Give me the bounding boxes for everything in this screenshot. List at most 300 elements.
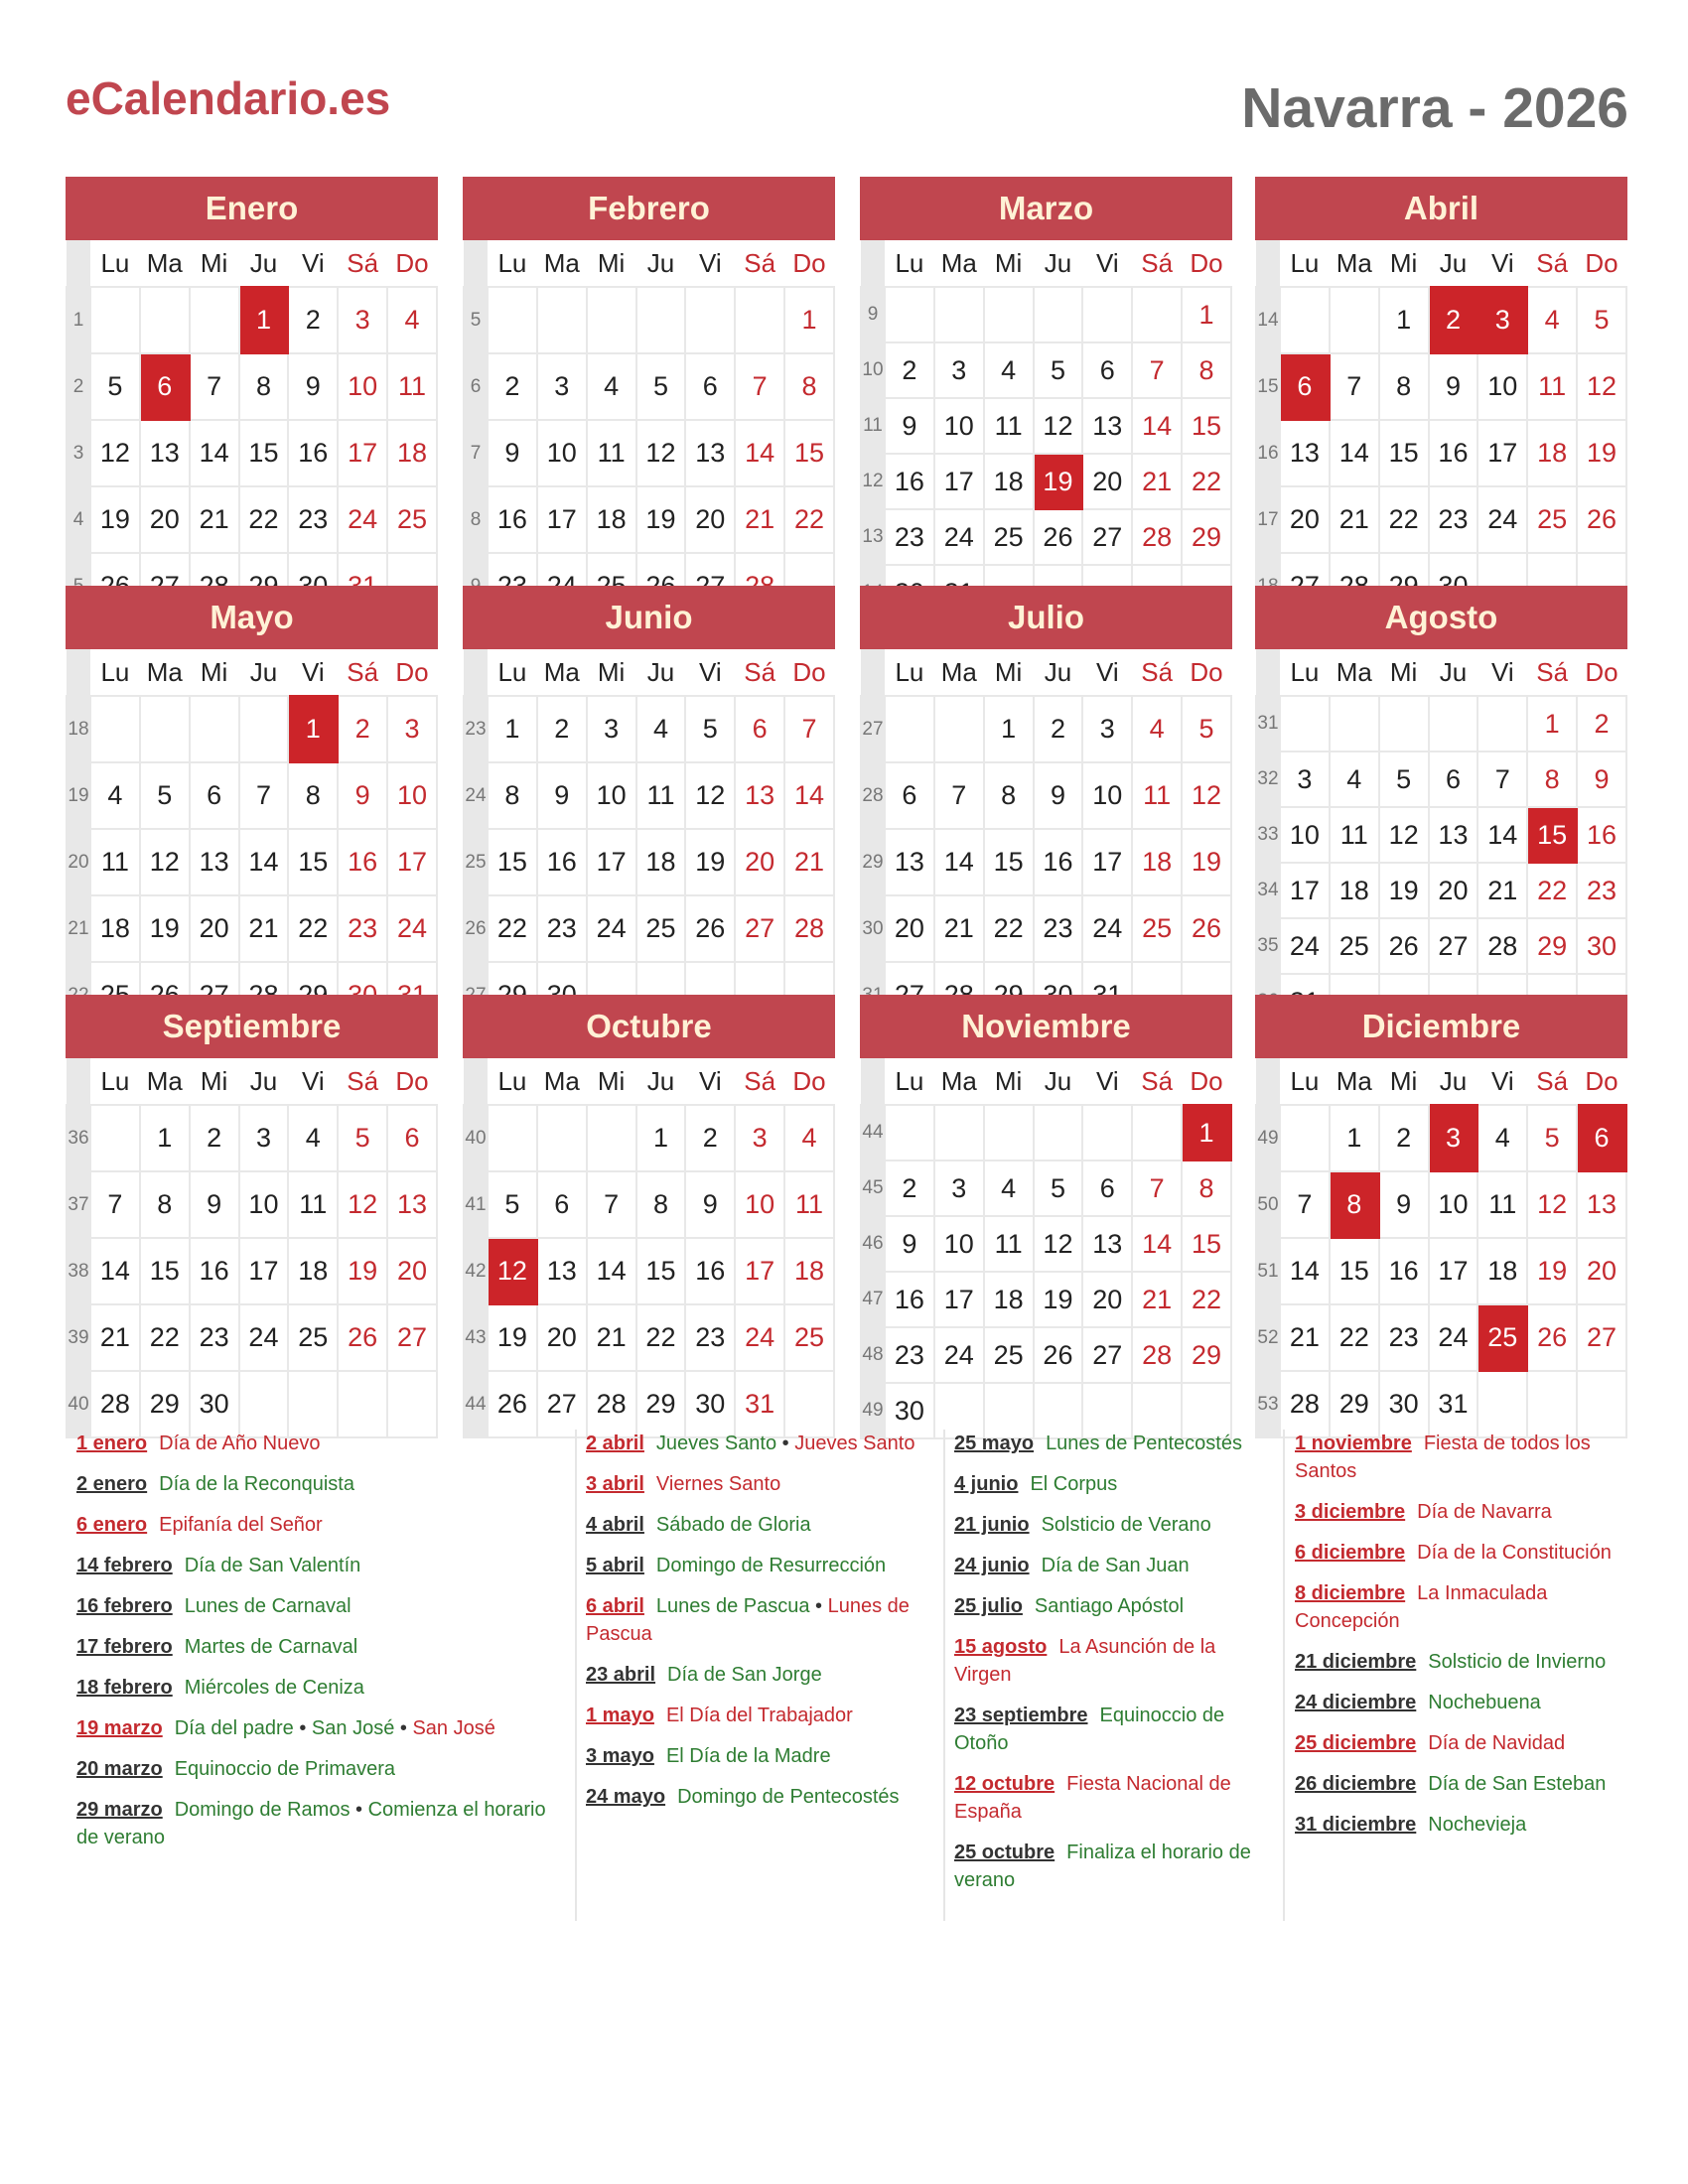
day-cell[interactable]: 23 xyxy=(885,1327,934,1383)
day-cell[interactable]: 7 xyxy=(239,762,289,829)
day-cell[interactable]: 10 xyxy=(1082,762,1132,829)
day-cell[interactable]: 26 xyxy=(338,1304,387,1371)
day-cell[interactable]: 2 xyxy=(1577,696,1626,751)
day-cell[interactable]: 19 xyxy=(1577,420,1626,486)
holiday-date-link[interactable]: 23 septiembre xyxy=(954,1705,1088,1726)
day-cell[interactable]: 16 xyxy=(685,1238,735,1304)
day-cell[interactable]: 15 xyxy=(288,829,338,895)
day-cell[interactable]: 23 xyxy=(190,1304,239,1371)
day-cell[interactable]: 21 xyxy=(190,486,239,553)
day-cell[interactable]: 28 xyxy=(1132,1327,1182,1383)
day-cell[interactable]: 15 xyxy=(488,829,537,895)
day-cell[interactable]: 7 xyxy=(90,1171,140,1238)
day-cell[interactable]: 26 xyxy=(1182,895,1231,962)
day-cell[interactable]: 29 xyxy=(636,1371,686,1437)
day-cell[interactable]: 12 xyxy=(1034,398,1083,454)
holiday-date-link[interactable]: 5 abril xyxy=(586,1555,644,1576)
day-cell[interactable]: 3 xyxy=(934,342,984,398)
day-cell[interactable]: 21 xyxy=(784,829,834,895)
day-cell[interactable]: 18 xyxy=(784,1238,834,1304)
day-cell[interactable]: 4 xyxy=(984,1160,1034,1216)
day-cell[interactable]: 6 xyxy=(685,353,735,420)
holiday-date-link[interactable]: 19 marzo xyxy=(76,1717,163,1739)
holiday-date-link[interactable]: 4 junio xyxy=(954,1473,1019,1495)
day-cell[interactable]: 24 xyxy=(239,1304,289,1371)
day-cell[interactable]: 18 xyxy=(984,1272,1034,1327)
holiday-date-link[interactable]: 25 octubre xyxy=(954,1842,1055,1863)
day-cell[interactable]: 16 xyxy=(537,829,587,895)
day-cell[interactable]: 13 xyxy=(885,829,934,895)
day-cell[interactable]: 26 xyxy=(685,895,735,962)
day-cell[interactable]: 9 xyxy=(1577,751,1626,807)
day-cell[interactable]: 18 xyxy=(288,1238,338,1304)
holiday-day-cell[interactable]: 12 xyxy=(488,1238,537,1304)
holiday-date-link[interactable]: 1 mayo xyxy=(586,1705,654,1726)
day-cell[interactable]: 14 xyxy=(587,1238,636,1304)
day-cell[interactable]: 5 xyxy=(140,762,190,829)
day-cell[interactable]: 2 xyxy=(537,696,587,762)
day-cell[interactable]: 15 xyxy=(1182,1216,1231,1272)
day-cell[interactable]: 5 xyxy=(338,1105,387,1171)
day-cell[interactable]: 14 xyxy=(1132,398,1182,454)
holiday-day-cell[interactable]: 1 xyxy=(1182,1105,1231,1160)
day-cell[interactable]: 12 xyxy=(1034,1216,1083,1272)
holiday-date-link[interactable]: 29 marzo xyxy=(76,1799,163,1821)
day-cell[interactable]: 26 xyxy=(1034,509,1083,565)
day-cell[interactable]: 25 xyxy=(1527,486,1577,553)
day-cell[interactable]: 19 xyxy=(685,829,735,895)
day-cell[interactable]: 20 xyxy=(1280,486,1330,553)
day-cell[interactable]: 21 xyxy=(735,486,784,553)
day-cell[interactable]: 1 xyxy=(140,1105,190,1171)
day-cell[interactable]: 28 xyxy=(1280,1371,1330,1437)
day-cell[interactable]: 11 xyxy=(784,1171,834,1238)
day-cell[interactable]: 18 xyxy=(587,486,636,553)
day-cell[interactable]: 4 xyxy=(636,696,686,762)
day-cell[interactable]: 1 xyxy=(1379,287,1429,353)
day-cell[interactable]: 4 xyxy=(1330,751,1379,807)
day-cell[interactable]: 7 xyxy=(190,353,239,420)
day-cell[interactable]: 23 xyxy=(537,895,587,962)
day-cell[interactable]: 2 xyxy=(190,1105,239,1171)
day-cell[interactable]: 10 xyxy=(1477,353,1527,420)
day-cell[interactable]: 20 xyxy=(190,895,239,962)
day-cell[interactable]: 20 xyxy=(685,486,735,553)
day-cell[interactable]: 25 xyxy=(984,509,1034,565)
day-cell[interactable]: 10 xyxy=(1280,807,1330,863)
holiday-day-cell[interactable]: 25 xyxy=(1477,1304,1527,1371)
day-cell[interactable]: 3 xyxy=(735,1105,784,1171)
day-cell[interactable]: 16 xyxy=(1429,420,1478,486)
day-cell[interactable]: 27 xyxy=(1429,918,1478,974)
day-cell[interactable]: 8 xyxy=(1182,342,1231,398)
day-cell[interactable]: 28 xyxy=(784,895,834,962)
day-cell[interactable]: 18 xyxy=(1477,1238,1527,1304)
day-cell[interactable]: 30 xyxy=(685,1371,735,1437)
day-cell[interactable]: 23 xyxy=(1034,895,1083,962)
day-cell[interactable]: 21 xyxy=(1477,863,1527,918)
day-cell[interactable]: 4 xyxy=(288,1105,338,1171)
day-cell[interactable]: 1 xyxy=(636,1105,686,1171)
day-cell[interactable]: 13 xyxy=(387,1171,437,1238)
day-cell[interactable]: 21 xyxy=(1330,486,1379,553)
day-cell[interactable]: 3 xyxy=(338,287,387,353)
day-cell[interactable]: 9 xyxy=(190,1171,239,1238)
day-cell[interactable]: 27 xyxy=(1577,1304,1626,1371)
day-cell[interactable]: 15 xyxy=(1182,398,1231,454)
day-cell[interactable]: 11 xyxy=(90,829,140,895)
day-cell[interactable]: 6 xyxy=(190,762,239,829)
day-cell[interactable]: 11 xyxy=(984,1216,1034,1272)
day-cell[interactable]: 18 xyxy=(1527,420,1577,486)
day-cell[interactable]: 10 xyxy=(934,1216,984,1272)
holiday-date-link[interactable]: 25 julio xyxy=(954,1595,1023,1617)
holiday-day-cell[interactable]: 2 xyxy=(1429,287,1478,353)
day-cell[interactable]: 29 xyxy=(1182,1327,1231,1383)
day-cell[interactable]: 4 xyxy=(1477,1105,1527,1171)
day-cell[interactable]: 16 xyxy=(1577,807,1626,863)
day-cell[interactable]: 28 xyxy=(1132,509,1182,565)
holiday-date-link[interactable]: 23 abril xyxy=(586,1664,656,1686)
day-cell[interactable]: 22 xyxy=(1330,1304,1379,1371)
holiday-day-cell[interactable]: 6 xyxy=(140,353,190,420)
day-cell[interactable]: 14 xyxy=(1132,1216,1182,1272)
holiday-day-cell[interactable]: 1 xyxy=(288,696,338,762)
day-cell[interactable]: 16 xyxy=(885,1272,934,1327)
day-cell[interactable]: 23 xyxy=(288,486,338,553)
day-cell[interactable]: 7 xyxy=(784,696,834,762)
day-cell[interactable]: 22 xyxy=(1379,486,1429,553)
day-cell[interactable]: 9 xyxy=(537,762,587,829)
day-cell[interactable]: 29 xyxy=(140,1371,190,1437)
day-cell[interactable]: 25 xyxy=(636,895,686,962)
holiday-day-cell[interactable]: 1 xyxy=(239,287,289,353)
holiday-date-link[interactable]: 4 abril xyxy=(586,1514,644,1536)
day-cell[interactable]: 4 xyxy=(1527,287,1577,353)
holiday-date-link[interactable]: 31 diciembre xyxy=(1295,1814,1417,1836)
day-cell[interactable]: 22 xyxy=(288,895,338,962)
day-cell[interactable]: 19 xyxy=(90,486,140,553)
day-cell[interactable]: 20 xyxy=(885,895,934,962)
day-cell[interactable]: 28 xyxy=(587,1371,636,1437)
day-cell[interactable]: 21 xyxy=(239,895,289,962)
day-cell[interactable]: 11 xyxy=(587,420,636,486)
day-cell[interactable]: 15 xyxy=(984,829,1034,895)
day-cell[interactable]: 7 xyxy=(1330,353,1379,420)
day-cell[interactable]: 24 xyxy=(735,1304,784,1371)
day-cell[interactable]: 12 xyxy=(140,829,190,895)
day-cell[interactable]: 22 xyxy=(636,1304,686,1371)
day-cell[interactable]: 5 xyxy=(1034,1160,1083,1216)
day-cell[interactable]: 6 xyxy=(1082,1160,1132,1216)
day-cell[interactable]: 13 xyxy=(1429,807,1478,863)
day-cell[interactable]: 7 xyxy=(1132,342,1182,398)
day-cell[interactable]: 16 xyxy=(1034,829,1083,895)
day-cell[interactable]: 27 xyxy=(1082,1327,1132,1383)
day-cell[interactable]: 15 xyxy=(239,420,289,486)
day-cell[interactable]: 2 xyxy=(885,342,934,398)
day-cell[interactable]: 5 xyxy=(1379,751,1429,807)
day-cell[interactable]: 16 xyxy=(338,829,387,895)
day-cell[interactable]: 24 xyxy=(1477,486,1527,553)
day-cell[interactable]: 2 xyxy=(288,287,338,353)
day-cell[interactable]: 23 xyxy=(885,509,934,565)
day-cell[interactable]: 9 xyxy=(288,353,338,420)
holiday-date-link[interactable]: 1 noviembre xyxy=(1295,1433,1412,1454)
day-cell[interactable]: 17 xyxy=(1477,420,1527,486)
day-cell[interactable]: 24 xyxy=(934,509,984,565)
day-cell[interactable]: 5 xyxy=(636,353,686,420)
day-cell[interactable]: 16 xyxy=(885,454,934,509)
day-cell[interactable]: 7 xyxy=(587,1171,636,1238)
day-cell[interactable]: 20 xyxy=(1082,454,1132,509)
day-cell[interactable]: 8 xyxy=(488,762,537,829)
day-cell[interactable]: 12 xyxy=(90,420,140,486)
day-cell[interactable]: 23 xyxy=(1379,1304,1429,1371)
day-cell[interactable]: 17 xyxy=(537,486,587,553)
day-cell[interactable]: 7 xyxy=(735,353,784,420)
day-cell[interactable]: 9 xyxy=(338,762,387,829)
holiday-date-link[interactable]: 16 febrero xyxy=(76,1595,173,1617)
day-cell[interactable]: 1 xyxy=(1182,287,1231,342)
holiday-date-link[interactable]: 6 diciembre xyxy=(1295,1542,1406,1564)
day-cell[interactable]: 12 xyxy=(1577,353,1626,420)
day-cell[interactable]: 19 xyxy=(1182,829,1231,895)
holiday-date-link[interactable]: 24 diciembre xyxy=(1295,1692,1417,1713)
day-cell[interactable]: 17 xyxy=(1429,1238,1478,1304)
day-cell[interactable]: 12 xyxy=(1527,1171,1577,1238)
day-cell[interactable]: 5 xyxy=(685,696,735,762)
day-cell[interactable]: 6 xyxy=(735,696,784,762)
day-cell[interactable]: 3 xyxy=(934,1160,984,1216)
day-cell[interactable]: 27 xyxy=(735,895,784,962)
holiday-date-link[interactable]: 2 abril xyxy=(586,1433,644,1454)
day-cell[interactable]: 2 xyxy=(685,1105,735,1171)
day-cell[interactable]: 10 xyxy=(387,762,437,829)
day-cell[interactable]: 7 xyxy=(1477,751,1527,807)
day-cell[interactable]: 20 xyxy=(140,486,190,553)
day-cell[interactable]: 5 xyxy=(1577,287,1626,353)
day-cell[interactable]: 17 xyxy=(735,1238,784,1304)
day-cell[interactable]: 9 xyxy=(885,398,934,454)
day-cell[interactable]: 23 xyxy=(338,895,387,962)
day-cell[interactable]: 17 xyxy=(1280,863,1330,918)
day-cell[interactable]: 9 xyxy=(885,1216,934,1272)
day-cell[interactable]: 14 xyxy=(784,762,834,829)
day-cell[interactable]: 19 xyxy=(1379,863,1429,918)
day-cell[interactable]: 10 xyxy=(537,420,587,486)
day-cell[interactable]: 21 xyxy=(1132,454,1182,509)
day-cell[interactable]: 25 xyxy=(1132,895,1182,962)
day-cell[interactable]: 18 xyxy=(636,829,686,895)
day-cell[interactable]: 10 xyxy=(587,762,636,829)
day-cell[interactable]: 19 xyxy=(1527,1238,1577,1304)
day-cell[interactable]: 14 xyxy=(1280,1238,1330,1304)
day-cell[interactable]: 12 xyxy=(636,420,686,486)
day-cell[interactable]: 20 xyxy=(1429,863,1478,918)
day-cell[interactable]: 24 xyxy=(1429,1304,1478,1371)
day-cell[interactable]: 19 xyxy=(488,1304,537,1371)
day-cell[interactable]: 4 xyxy=(587,353,636,420)
day-cell[interactable]: 13 xyxy=(685,420,735,486)
day-cell[interactable]: 17 xyxy=(239,1238,289,1304)
day-cell[interactable]: 27 xyxy=(1082,509,1132,565)
day-cell[interactable]: 8 xyxy=(784,353,834,420)
holiday-date-link[interactable]: 1 enero xyxy=(76,1433,148,1454)
day-cell[interactable]: 28 xyxy=(1477,918,1527,974)
day-cell[interactable]: 8 xyxy=(1379,353,1429,420)
day-cell[interactable]: 1 xyxy=(984,696,1034,762)
day-cell[interactable]: 4 xyxy=(984,342,1034,398)
day-cell[interactable]: 23 xyxy=(685,1304,735,1371)
day-cell[interactable]: 13 xyxy=(190,829,239,895)
day-cell[interactable]: 13 xyxy=(1082,398,1132,454)
day-cell[interactable]: 20 xyxy=(1577,1238,1626,1304)
day-cell[interactable]: 2 xyxy=(1034,696,1083,762)
day-cell[interactable]: 18 xyxy=(1330,863,1379,918)
day-cell[interactable]: 22 xyxy=(1182,454,1231,509)
day-cell[interactable]: 24 xyxy=(387,895,437,962)
day-cell[interactable]: 22 xyxy=(1527,863,1577,918)
day-cell[interactable]: 14 xyxy=(735,420,784,486)
holiday-date-link[interactable]: 3 mayo xyxy=(586,1745,654,1767)
day-cell[interactable]: 17 xyxy=(934,1272,984,1327)
day-cell[interactable]: 2 xyxy=(488,353,537,420)
day-cell[interactable]: 8 xyxy=(636,1171,686,1238)
day-cell[interactable]: 11 xyxy=(984,398,1034,454)
day-cell[interactable]: 22 xyxy=(488,895,537,962)
day-cell[interactable]: 9 xyxy=(1379,1171,1429,1238)
day-cell[interactable]: 8 xyxy=(1182,1160,1231,1216)
day-cell[interactable]: 21 xyxy=(90,1304,140,1371)
day-cell[interactable]: 21 xyxy=(1132,1272,1182,1327)
holiday-day-cell[interactable]: 15 xyxy=(1527,807,1577,863)
day-cell[interactable]: 13 xyxy=(1280,420,1330,486)
day-cell[interactable]: 4 xyxy=(387,287,437,353)
day-cell[interactable]: 17 xyxy=(1082,829,1132,895)
day-cell[interactable]: 5 xyxy=(488,1171,537,1238)
day-cell[interactable]: 8 xyxy=(239,353,289,420)
day-cell[interactable]: 11 xyxy=(1527,353,1577,420)
day-cell[interactable]: 17 xyxy=(934,454,984,509)
day-cell[interactable]: 26 xyxy=(488,1371,537,1437)
day-cell[interactable]: 19 xyxy=(338,1238,387,1304)
day-cell[interactable]: 3 xyxy=(587,696,636,762)
day-cell[interactable]: 8 xyxy=(140,1171,190,1238)
day-cell[interactable]: 25 xyxy=(288,1304,338,1371)
day-cell[interactable]: 18 xyxy=(387,420,437,486)
day-cell[interactable]: 21 xyxy=(587,1304,636,1371)
day-cell[interactable]: 30 xyxy=(1379,1371,1429,1437)
day-cell[interactable]: 11 xyxy=(387,353,437,420)
day-cell[interactable]: 26 xyxy=(1577,486,1626,553)
day-cell[interactable]: 8 xyxy=(288,762,338,829)
day-cell[interactable]: 24 xyxy=(338,486,387,553)
day-cell[interactable]: 25 xyxy=(984,1327,1034,1383)
day-cell[interactable]: 7 xyxy=(1280,1171,1330,1238)
day-cell[interactable]: 15 xyxy=(636,1238,686,1304)
day-cell[interactable]: 11 xyxy=(1330,807,1379,863)
day-cell[interactable]: 26 xyxy=(1034,1327,1083,1383)
holiday-date-link[interactable]: 25 mayo xyxy=(954,1433,1035,1454)
holiday-date-link[interactable]: 3 diciembre xyxy=(1295,1501,1406,1523)
day-cell[interactable]: 10 xyxy=(239,1171,289,1238)
day-cell[interactable]: 10 xyxy=(735,1171,784,1238)
day-cell[interactable]: 4 xyxy=(1132,696,1182,762)
day-cell[interactable]: 15 xyxy=(1379,420,1429,486)
day-cell[interactable]: 8 xyxy=(984,762,1034,829)
day-cell[interactable]: 12 xyxy=(338,1171,387,1238)
day-cell[interactable]: 25 xyxy=(784,1304,834,1371)
day-cell[interactable]: 22 xyxy=(984,895,1034,962)
day-cell[interactable]: 26 xyxy=(1527,1304,1577,1371)
day-cell[interactable]: 20 xyxy=(387,1238,437,1304)
day-cell[interactable]: 9 xyxy=(1034,762,1083,829)
day-cell[interactable]: 28 xyxy=(90,1371,140,1437)
day-cell[interactable]: 30 xyxy=(190,1371,239,1437)
day-cell[interactable]: 15 xyxy=(784,420,834,486)
day-cell[interactable]: 24 xyxy=(934,1327,984,1383)
day-cell[interactable]: 31 xyxy=(1429,1371,1478,1437)
day-cell[interactable]: 29 xyxy=(1182,509,1231,565)
day-cell[interactable]: 19 xyxy=(1034,1272,1083,1327)
day-cell[interactable]: 12 xyxy=(1379,807,1429,863)
day-cell[interactable]: 14 xyxy=(90,1238,140,1304)
day-cell[interactable]: 5 xyxy=(90,353,140,420)
day-cell[interactable]: 10 xyxy=(338,353,387,420)
day-cell[interactable]: 17 xyxy=(387,829,437,895)
day-cell[interactable]: 16 xyxy=(1379,1238,1429,1304)
day-cell[interactable]: 20 xyxy=(1082,1272,1132,1327)
day-cell[interactable]: 12 xyxy=(1182,762,1231,829)
holiday-date-link[interactable]: 15 agosto xyxy=(954,1636,1048,1658)
day-cell[interactable]: 15 xyxy=(140,1238,190,1304)
day-cell[interactable]: 17 xyxy=(338,420,387,486)
holiday-day-cell[interactable]: 3 xyxy=(1429,1105,1478,1171)
holiday-day-cell[interactable]: 8 xyxy=(1330,1171,1379,1238)
day-cell[interactable]: 21 xyxy=(934,895,984,962)
day-cell[interactable]: 3 xyxy=(1082,696,1132,762)
day-cell[interactable]: 27 xyxy=(537,1371,587,1437)
holiday-date-link[interactable]: 25 diciembre xyxy=(1295,1732,1417,1754)
day-cell[interactable]: 6 xyxy=(1429,751,1478,807)
day-cell[interactable]: 22 xyxy=(784,486,834,553)
day-cell[interactable]: 14 xyxy=(1477,807,1527,863)
holiday-date-link[interactable]: 18 febrero xyxy=(76,1677,173,1699)
day-cell[interactable]: 9 xyxy=(488,420,537,486)
day-cell[interactable]: 10 xyxy=(1429,1171,1478,1238)
day-cell[interactable]: 5 xyxy=(1182,696,1231,762)
day-cell[interactable]: 24 xyxy=(1280,918,1330,974)
day-cell[interactable]: 30 xyxy=(1577,918,1626,974)
holiday-date-link[interactable]: 6 enero xyxy=(76,1514,148,1536)
day-cell[interactable]: 3 xyxy=(387,696,437,762)
day-cell[interactable]: 17 xyxy=(587,829,636,895)
day-cell[interactable]: 5 xyxy=(1527,1105,1577,1171)
day-cell[interactable]: 12 xyxy=(685,762,735,829)
day-cell[interactable]: 22 xyxy=(140,1304,190,1371)
day-cell[interactable]: 16 xyxy=(288,420,338,486)
day-cell[interactable]: 20 xyxy=(735,829,784,895)
day-cell[interactable]: 9 xyxy=(1429,353,1478,420)
day-cell[interactable]: 2 xyxy=(885,1160,934,1216)
day-cell[interactable]: 8 xyxy=(1527,751,1577,807)
day-cell[interactable]: 3 xyxy=(1280,751,1330,807)
day-cell[interactable]: 1 xyxy=(784,287,834,353)
day-cell[interactable]: 18 xyxy=(90,895,140,962)
day-cell[interactable]: 29 xyxy=(1330,1371,1379,1437)
day-cell[interactable]: 2 xyxy=(338,696,387,762)
